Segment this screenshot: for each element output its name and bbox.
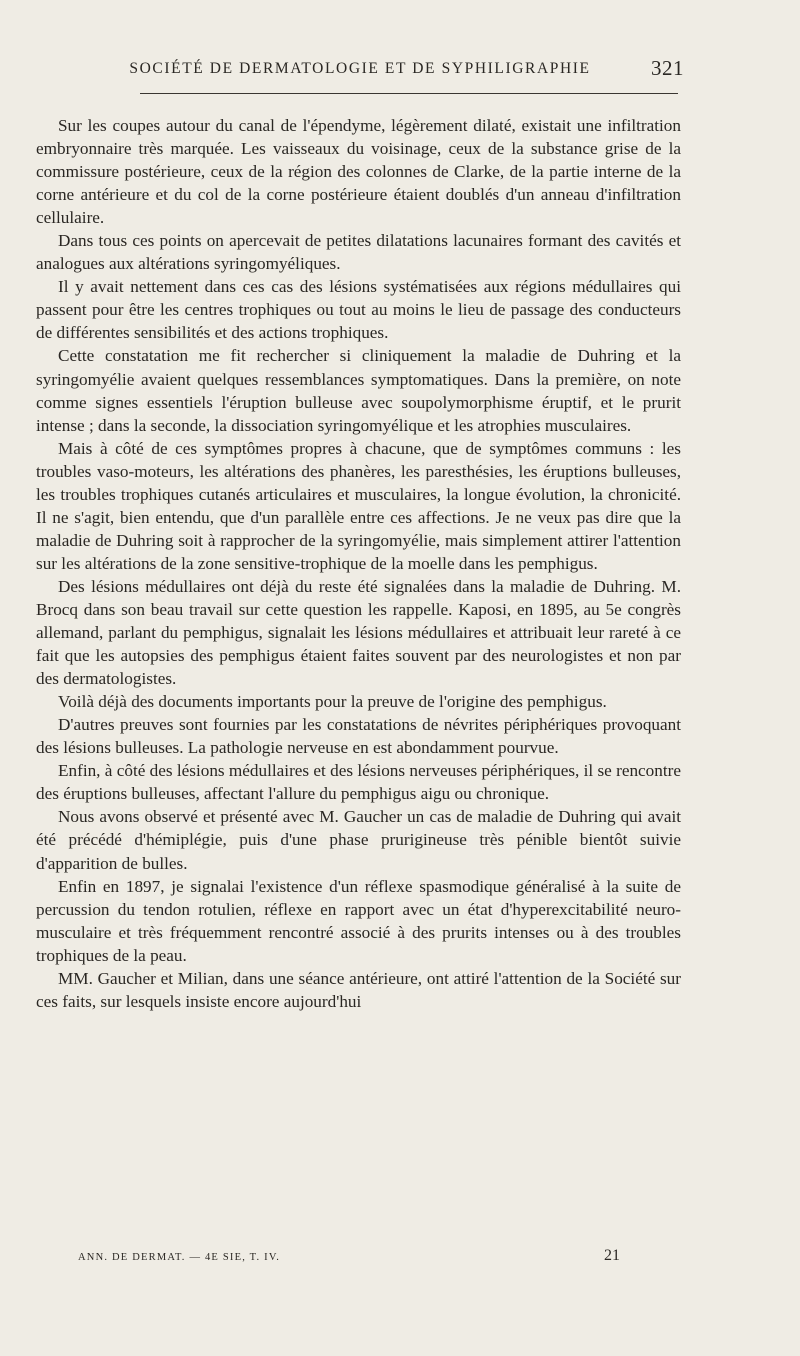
paragraph-4: Cette constatation me fit rechercher si cliniquement la maladie de Duhring et la syringomyélie avaient quelques ressemblances symptomatiques. Dans la première, on note comme signes essentiels l'éruption bulleuse avec soupolymorphisme éruptif, et le prurit intense ; dans la seconde, la dissociation syringomyélique et les atrophies musculaires. (36, 346, 681, 435)
paragraph-8: D'autres preuves sont fournies par les constatations de névrites périphériques provoquant des lésions bulleuses. La pathologie nerveuse en est abondamment pourvue. (36, 715, 681, 758)
page-footer (36, 1246, 681, 1266)
paragraph-1: Sur les coupes autour du canal de l'épendyme, légèrement dilaté, existait une infiltration embryonnaire très marquée. Les vaisseaux du voisinage, ceux de la substance grise de la commissure postérieure, ceux de la région des colonnes de Clarke, de la partie interne de la corne antérieure et du col de la corne postérieure étaient doublés d'un anneau d'infiltration cellulaire. (36, 116, 681, 228)
signature-mark: 21 (604, 1247, 620, 1264)
paragraph-5: Mais à côté de ces symptômes propres à chacune, que de symptômes communs : les troubles vaso-moteurs, les altérations des phanères, les paresthésies, les éruptions bulleuses, les troubles trophiques cutanés articulaires et musculaires, la longue évolution, la chronicité. Il ne s'agit, bien entendu, que d'un parallèle entre ces affections. Je ne veux pas dire que la maladie de Duhring soit à rapprocher de la syringomyélie, mais simplement attirer l'attention sur les altérations de la zone sensitive-trophique de la moelle dans les pemphigus. (36, 438, 681, 573)
paragraph-3: Il y avait nettement dans ces cas des lésions systématisées aux régions médullaires qui passent pour être les centres trophiques ou tout au moins le lieu de passage des conducteurs de différentes sensibilités et des actions trophiques. (36, 277, 681, 343)
paragraph-9: Enfin, à côté des lésions médullaires et des lésions nerveuses périphériques, il se rencontre des éruptions bulleuses, affectant l'allure du pemphigus aigu ou chronique. (36, 761, 681, 804)
paragraph-12: MM. Gaucher et Milian, dans une séance antérieure, ont attiré l'attention de la Société sur ces faits, sur lesquels insiste encore aujourd'hui (36, 968, 681, 1011)
body-text (36, 114, 681, 1013)
header-rule (140, 93, 678, 94)
paragraph-2: Dans tous ces points on apercevait de petites dilatations lacunaires formant des cavités et analogues aux altérations syringomyéliques. (36, 231, 681, 274)
paragraph-7: Voilà déjà des documents importants pour la preuve de l'origine des pemphigus. (58, 692, 607, 712)
running-title: SOCIÉTÉ DE DERMATOLOGIE ET DE SYPHILIGRAPHIE (129, 60, 591, 77)
paragraph-11: Enfin en 1897, je signalai l'existence d'un réflexe spasmodique généralisé à la suite de percussion du tendon rotulien, réflexe en rapport avec un état d'hyperexcitabilité neuro-musculaire et très fréquemment rencontré associé à des prurits intenses ou à des troubles trophiques de la peau. (36, 876, 681, 965)
paragraph-6: Des lésions médullaires ont déjà du reste été signalées dans la maladie de Duhring. M. Brocq dans son beau travail sur cette question les rappelle. Kaposi, en 1895, au 5e congrès allemand, parlant du pemphigus, signalait les lésions médullaires et attribuait leur rareté à ce fait que les autopsies des pemphigus étaient faites souvent par des neurologistes et non par des dermatologistes. (36, 576, 681, 689)
journal-signature: ANN. DE DERMAT. — 4E SIE, T. IV. (78, 1252, 281, 1263)
page-number: 321 (651, 56, 684, 80)
paragraph-10: Nous avons observé et présenté avec M. Gaucher un cas de maladie de Duhring qui avait été précédé d'hémiplégie, puis d'une phase prurigineuse très pénible bientôt suivie d'apparition de bulles. (36, 807, 681, 873)
running-header (36, 56, 684, 82)
